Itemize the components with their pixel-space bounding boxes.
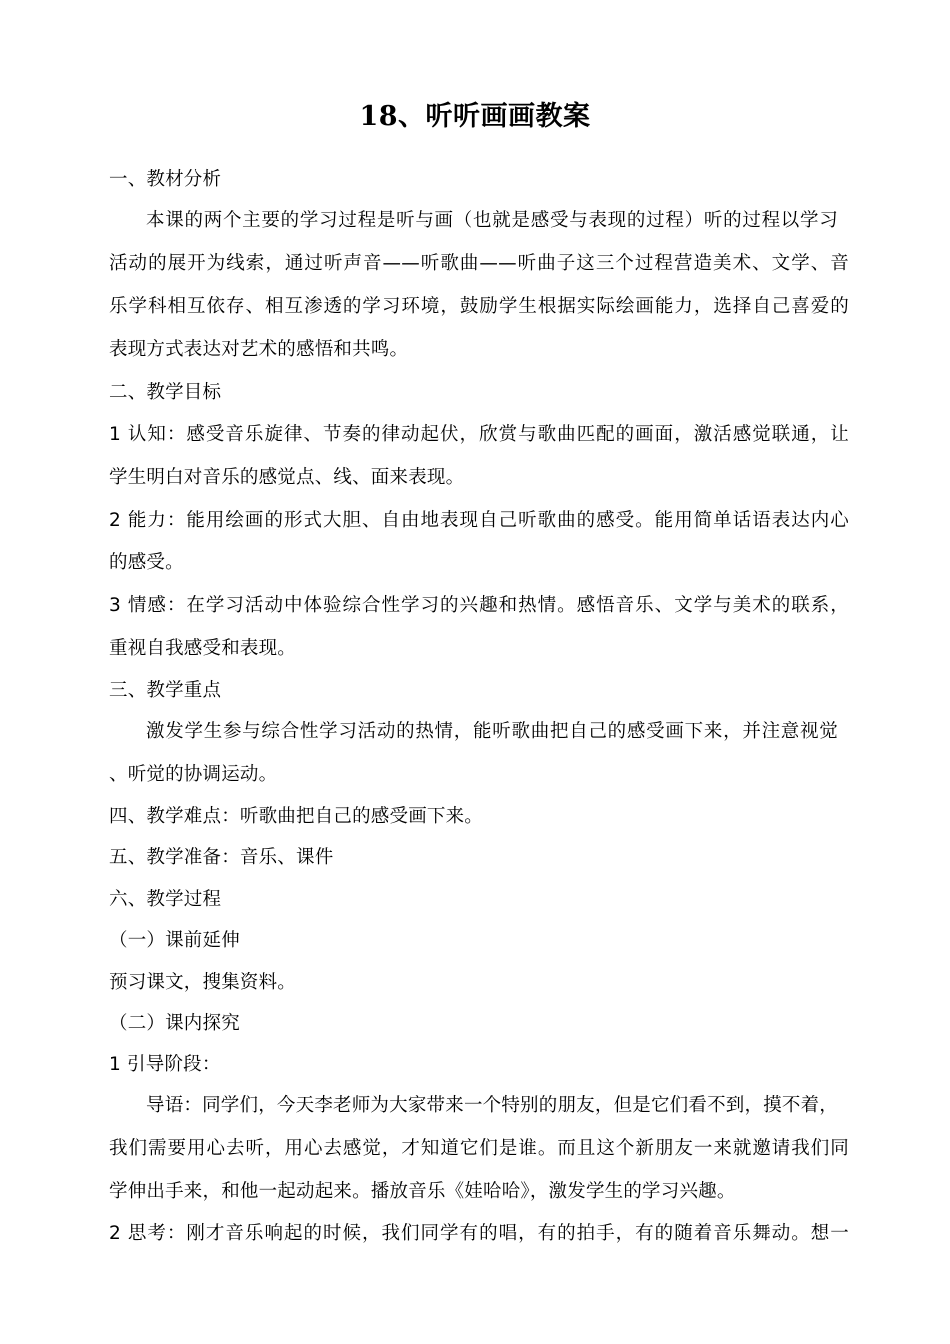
paragraph-line: 、听觉的协调运动。 [109, 764, 278, 785]
paragraph-line: 激发学生参与综合性学习活动的热情，能听歌曲把自己的感受画下来，并注意视觉 [146, 721, 838, 742]
paragraph-line: 我们需要用心去听，用心去感觉，才知道它们是谁。而且这个新朋友一来就邀请我们同 [109, 1138, 849, 1159]
heading-teaching-difficulty: 四、教学难点：听歌曲把自己的感受画下来。 [109, 806, 484, 827]
paragraph-line: 预习课文，搜集资料。 [109, 972, 297, 993]
subheading-in-class: （二）课内探究 [109, 1013, 240, 1034]
paragraph-line: 活动的展开为线索，通过听声音——听歌曲——听曲子这三个过程营造美术、文学、音 [109, 253, 849, 274]
paragraph-line: 重视自我感受和表现。 [109, 638, 297, 659]
subheading-pre-class: （一）课前延伸 [109, 930, 240, 951]
paragraph-line: 表现方式表达对艺术的感悟和共鸣。 [109, 339, 409, 360]
paragraph-line: 导语：同学们，今天李老师为大家带来一个特别的朋友，但是它们看不到，摸不着， [146, 1095, 838, 1116]
heading-textbook-analysis: 一、教材分析 [109, 169, 222, 190]
paragraph-line: 学伸出手来，和他一起动起来。播放音乐《娃哈哈》，激发学生的学习兴趣。 [109, 1181, 736, 1202]
heading-teaching-process: 六、教学过程 [109, 889, 222, 910]
paragraph-line: 2 能力：能用绘画的形式大胆、自由地表现自己听歌曲的感受。能用简单话语表达内心 [109, 510, 849, 531]
paragraph-line: 1 认知：感受音乐旋律、节奏的律动起伏，欣赏与歌曲匹配的画面，激活感觉联通，让 [109, 424, 849, 445]
heading-teaching-preparation: 五、教学准备：音乐、课件 [109, 847, 334, 868]
paragraph-line: 2 思考：刚才音乐响起的时候，我们同学有的唱，有的拍手，有的随着音乐舞动。想一 [109, 1223, 849, 1244]
paragraph-line: 乐学科相互依存、相互渗透的学习环境，鼓励学生根据实际绘画能力，选择自己喜爱的 [109, 296, 849, 317]
heading-teaching-goals: 二、教学目标 [109, 382, 222, 403]
document-title: 18、听听画画教案 [359, 101, 591, 132]
paragraph-line: 1 引导阶段： [109, 1054, 221, 1075]
paragraph-line: 本课的两个主要的学习过程是听与画（也就是感受与表现的过程）听的过程以学习 [146, 210, 838, 231]
paragraph-line: 的感受。 [109, 552, 184, 573]
paragraph-line: 学生明白对音乐的感觉点、线、面来表现。 [109, 467, 465, 488]
paragraph-line: 3 情感：在学习活动中体验综合性学习的兴趣和热情。感悟音乐、文学与美术的联系， [109, 595, 849, 616]
heading-teaching-focus: 三、教学重点 [109, 680, 222, 701]
